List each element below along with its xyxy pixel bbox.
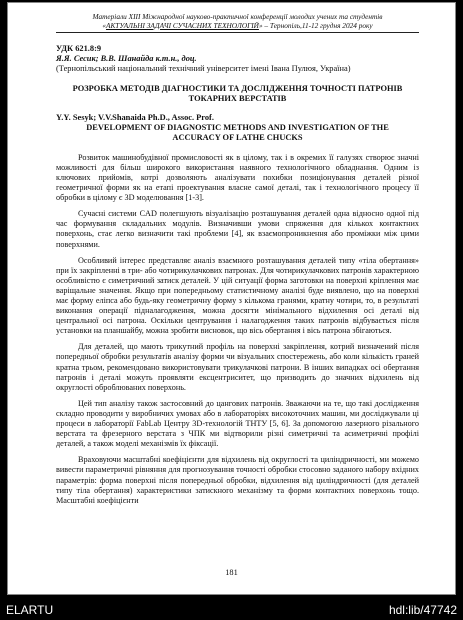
article-body [56, 153, 419, 506]
document-page [7, 2, 456, 595]
udc-code: УДК 621.8:9 [56, 44, 102, 54]
repository-name: ELARTU [6, 603, 54, 617]
handle-identifier: hdl:lib/47742 [388, 603, 457, 617]
conference-header-line1: Матеріали ХІІІ Міжнародної науково-практичної конференції молодих учених та студентів [92, 12, 383, 21]
title-ukrainian: РОЗРОБКА МЕТОДІВ ДІАГНОСТИКИ ТА ДОСЛІДЖЕННЯ ТОЧНОСТІ ПАТРОНІВ ТОКАРНИХ ВЕРСТАТІВ [72, 84, 403, 104]
authors-en: Y.Y. Sesyk; V.V.Shanaida Ph.D., Assoc. Prof. [56, 112, 214, 122]
affiliation: (Тернопільський національний технічний університет імені Івана Пулюя, Україна) [56, 64, 351, 74]
paragraph: Особливий інтерес представляє аналіз взаємного розташування деталей типу «тіла обертання» при їх закріпленні в три- або чотирикулачкових патронах. Для чотирикулачкових патронів характерною особливістю є симетричний затиск деталей. У цій ситуації форма заготовки на поверхні кріплення має варіщальне значення. Якщо при попередньому статистичному аналізі буде виявлено, що на поверхні має форму еліпса або будь-яку геометричну форму з кількома гранями, кратну чотири, то, в результаті виконання операції підналагодження, можна досягти мінімального відхилення осі деталі від центральної осі патрона. Оскільки центрування і налагодження таких патронів відбувається після установки на планшайбу, можна зробити висновок, що вісь обертання і вісь патрона збігаються. [56, 255, 419, 336]
paragraph: Розвиток машинобудівної промисловості як в цілому, так і в окремих її галузях створює значні можливості для більш широкого використання наявного технологічного обладнання. Одним із ключових прийомів, котрі дозволяють аналізувати похибки позиціонування деталей різної геометричної форми як на етапі проектування власне самої деталі, так і технологічного процесу її обробки в цілому є 3D моделювання [1-3]. [56, 152, 419, 203]
conference-header [56, 13, 419, 33]
page-content [56, 13, 419, 512]
title-english: DEVELOPMENT OF DIAGNOSTIC METHODS AND INVESTIGATION OF THE ACCURACY OF LATHE CHUCKS [86, 122, 389, 142]
footer-bar [0, 598, 463, 620]
conference-header-line2 [56, 22, 419, 31]
paragraph: Сучасні системи CAD полегшують візуалізацію розташування деталей одна відносно одної під час формування складальних модулів. Визначивши умови спряження для кількох контактних поверхонь, стає легко визначити такі проблеми [4], як взаємопроникнення або проміжки між цими поверхнями. [56, 209, 419, 249]
conference-place-date: » – Тернопіль,11-12 грудня 2024 року [258, 20, 373, 30]
conference-title: АКТУАЛЬНІ ЗАДАЧІ СУЧАСНИХ ТЕХНОЛОГІЙ [105, 20, 259, 30]
page-number: 181 [225, 568, 238, 577]
quote-open: « [102, 20, 106, 30]
paragraph: Цей тип аналізу також застосовний до цангових патронів. Зважаючи на те, що такі дослідження складно проводити у виробничих умовах або в лабораторіях високоточних машин, ми досліджували ці процеси в лабораторії FabLab Центру 3D-технологій ТНТУ [5, 6]. За допомогою лазерного різального верстата та фрезерного верстата з ЧПК ми відтворили різні симетричні та асиметричні профілі деталей, а також моделі механізмів їх фіксації. [56, 398, 419, 449]
authors-ua: Я.Я. Сесик; В.В. Шанайда к.т.н., доц. [56, 54, 197, 64]
paragraph: Для деталей, що мають трикутний профіль на поверхні закріплення, котрий визначений після попередньої обробки результатів аналізу форми чи візуальних спостережень, або коли кількість граней кратна трьом, рекомендовано використовувати трикулачкові патрони. В інших випадках осі обертання патронів і деталі можуть проявляти ексцентриситет, що призводить до значних відхилень від округлості оброблюваних поверхонь. [56, 342, 419, 392]
paragraph: Враховуючи масштабні коефіцієнти для відхилень від округлості та циліндричності, ми можемо вивести параметричні рівняння для прогнозування точності обробки стосовно заданого набору вхідних параметрів: форма поверхні після попередньої обробки, відхилення від циліндричності (для деталей типу тіла обертання) характеристики затискного механізму та форми контактних поверхонь тощо. Масштабні коефіцієнти [56, 455, 419, 505]
